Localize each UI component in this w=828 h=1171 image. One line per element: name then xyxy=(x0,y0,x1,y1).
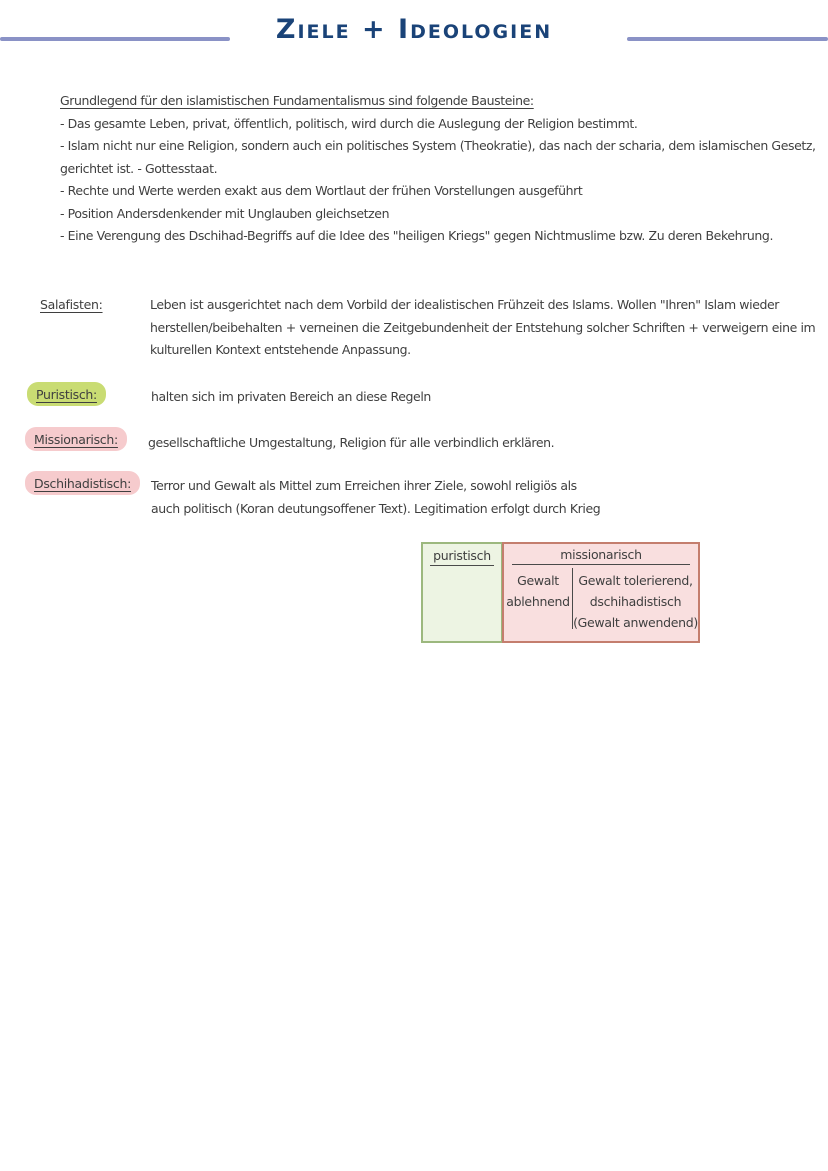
subcell-line: dschihadistisch xyxy=(589,594,682,609)
section-label-puristisch: Puristisch: xyxy=(36,387,97,402)
intro-line: - Das gesamte Leben, privat, öffentlich, politisch, wird durch die Auslegung der Religion bestimmt. xyxy=(60,115,638,131)
salafisten-line: kulturellen Kontext entstehende Anpassung. xyxy=(150,342,411,357)
dschihadistisch-line: Terror und Gewalt als Mittel zum Erreichen ihrer Ziele, sowohl religiös als xyxy=(151,478,577,493)
table-subcell-gewalt-tolerierend xyxy=(573,565,698,636)
subcell-line: ablehnend xyxy=(506,594,570,609)
subcell-line: Gewalt tolerierend, xyxy=(578,573,693,588)
table-subcell-gewalt-ablehnend xyxy=(504,565,572,636)
ideology-comparison-table xyxy=(421,542,700,643)
section-text-salafisten xyxy=(150,294,815,362)
section-label-missionarisch: Missionarisch: xyxy=(34,432,118,447)
pink-highlight xyxy=(25,427,127,451)
dschihadistisch-line: auch politisch (Koran deutungsoffener Text). Legitimation erfolgt durch Krieg xyxy=(151,500,601,516)
intro-line: - Islam nicht nur eine Religion, sondern auch ein politisches System (Theokratie), das nach der scharia, dem islamischen Gesetz, xyxy=(60,138,816,153)
intro-line: - Rechte und Werte werden exakt aus dem Wortlaut der frühen Vorstellungen ausgeführt xyxy=(60,183,583,198)
section-text-missionarisch: gesellschaftliche Umgestaltung, Religion für alle verbindlich erklären. xyxy=(148,435,555,450)
table-header-missionarisch: missionarisch xyxy=(512,544,690,565)
section-text-puristisch: halten sich im privaten Bereich an diese Regeln xyxy=(151,389,431,404)
section-label-missionarisch-highlight xyxy=(25,427,127,451)
section-label-puristisch-highlight xyxy=(27,382,106,406)
intro-heading: Grundlegend für den islamistischen Fundamentalismus sind folgende Bausteine: xyxy=(60,93,534,108)
intro-line: - Eine Verengung des Dschihad-Begriffs auf die Idee des "heiligen Kriegs" gegen Nichtmuslime bzw. Zu deren Bekehrung. xyxy=(60,228,774,243)
intro-paragraph xyxy=(60,90,816,248)
section-label-salafisten: Salafisten: xyxy=(40,297,103,312)
page-title: Ziele + Ideologien xyxy=(275,14,553,45)
subcell-line: Gewalt xyxy=(517,573,559,588)
section-label-dschihadistisch-highlight xyxy=(25,471,140,495)
table-subrow xyxy=(504,565,698,636)
header-rule-right-line xyxy=(627,37,828,41)
table-cell-missionarisch xyxy=(502,542,700,643)
intro-line: - Position Andersdenkender mit Unglauben gleichsetzen xyxy=(60,205,390,221)
salafisten-line: herstellen/beibehalten + verneinen die Zeitgebundenheit der Entstehung solcher Schriften + verweigern eine im xyxy=(150,319,816,335)
section-text-dschihadistisch xyxy=(151,475,600,520)
salafisten-line: Leben ist ausgerichtet nach dem Vorbild der idealistischen Frühzeit des Islams. Wollen "Ihren" Islam wieder xyxy=(150,297,780,312)
section-label-dschihadistisch: Dschihadistisch: xyxy=(34,476,132,491)
table-cell-puristisch xyxy=(421,542,503,643)
intro-line: gerichtet ist. - Gottesstaat. xyxy=(60,160,218,176)
green-highlight xyxy=(27,382,106,406)
pink-highlight xyxy=(25,471,140,495)
table-header-puristisch: puristisch xyxy=(430,548,494,566)
subcell-line: (Gewalt anwendend) xyxy=(573,615,698,630)
